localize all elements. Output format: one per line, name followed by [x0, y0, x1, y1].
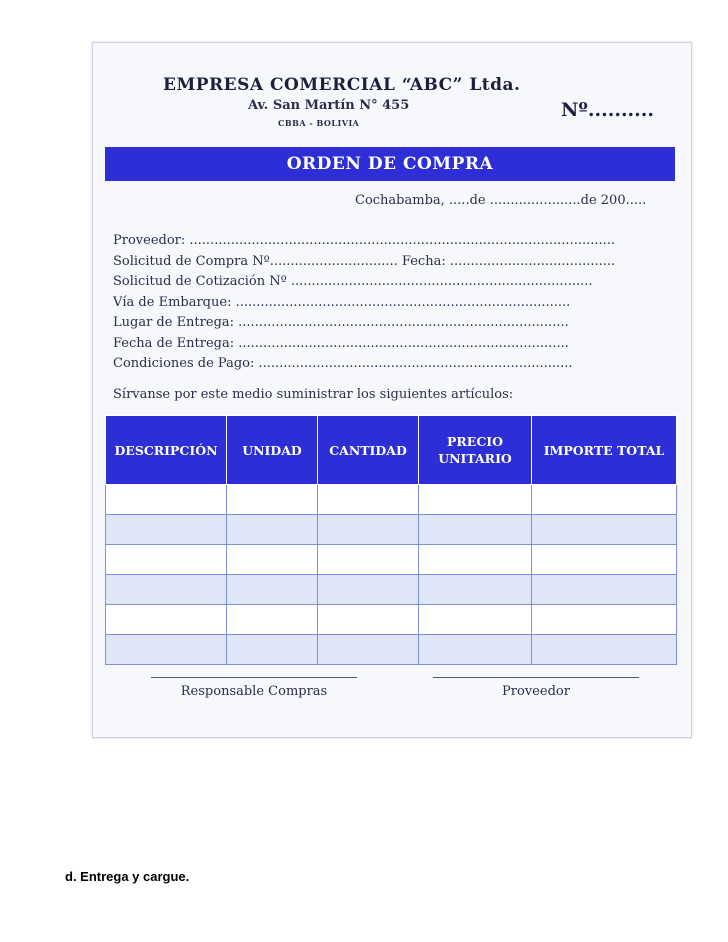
- table-header-row: [106, 416, 677, 485]
- header-cantidad: CANTIDAD: [318, 416, 419, 485]
- intro-text: Sírvanse por este medio suministrar los siguientes artículos:: [113, 387, 514, 402]
- field-via-embarque: Vía de Embarque: .................................................................................: [113, 294, 571, 310]
- company-city: CBBA - BOLIVIA: [278, 118, 360, 128]
- signature-line: [433, 677, 639, 678]
- signature-label: Proveedor: [502, 684, 570, 699]
- header-precio-unitario: PRECIO UNITARIO: [419, 416, 532, 485]
- header-descripcion: DESCRIPCIÓN: [106, 416, 227, 485]
- caption-text: d. Entrega y cargue.: [65, 869, 190, 884]
- form-title: ORDEN DE COMPRA: [286, 154, 494, 174]
- purchase-order-form: [92, 42, 692, 738]
- company-name: EMPRESA COMERCIAL “ABC” Ltda.: [163, 75, 521, 95]
- table-row: [106, 635, 677, 665]
- signature-responsable: [151, 677, 357, 699]
- signature-label: Responsable Compras: [180, 684, 328, 699]
- field-lugar-entrega: Lugar de Entrega: ................................................................................: [113, 315, 569, 330]
- order-number: Nº..........: [561, 99, 655, 121]
- header-unidad: UNIDAD: [227, 416, 318, 485]
- table-row: [106, 485, 677, 515]
- header-importe-total: IMPORTE TOTAL: [532, 416, 677, 485]
- signature-line: [151, 677, 357, 678]
- table-row: [106, 515, 677, 545]
- field-fecha-entrega: Fecha de Entrega: ................................................................................: [113, 335, 569, 351]
- title-banner: [105, 147, 675, 181]
- field-list: [113, 233, 633, 377]
- table-row: [106, 605, 677, 635]
- items-table: [105, 415, 677, 665]
- table-row: [106, 545, 677, 575]
- field-solicitud-cotizacion: Solicitud de Cotización Nº .........................................................................: [113, 274, 593, 289]
- field-proveedor: Proveedor: .......................................................................................................: [113, 233, 616, 248]
- company-address: Av. San Martín N° 455: [248, 98, 410, 113]
- field-condiciones-pago: Condiciones de Pago: ............................................................................: [113, 356, 573, 371]
- date-line: Cochabamba, .....de ......................de 200.....: [355, 193, 647, 208]
- signature-proveedor: [433, 677, 639, 699]
- field-solicitud-compra: Solicitud de Compra Nº............................... Fecha: ........................................: [113, 253, 616, 269]
- table-row: [106, 575, 677, 605]
